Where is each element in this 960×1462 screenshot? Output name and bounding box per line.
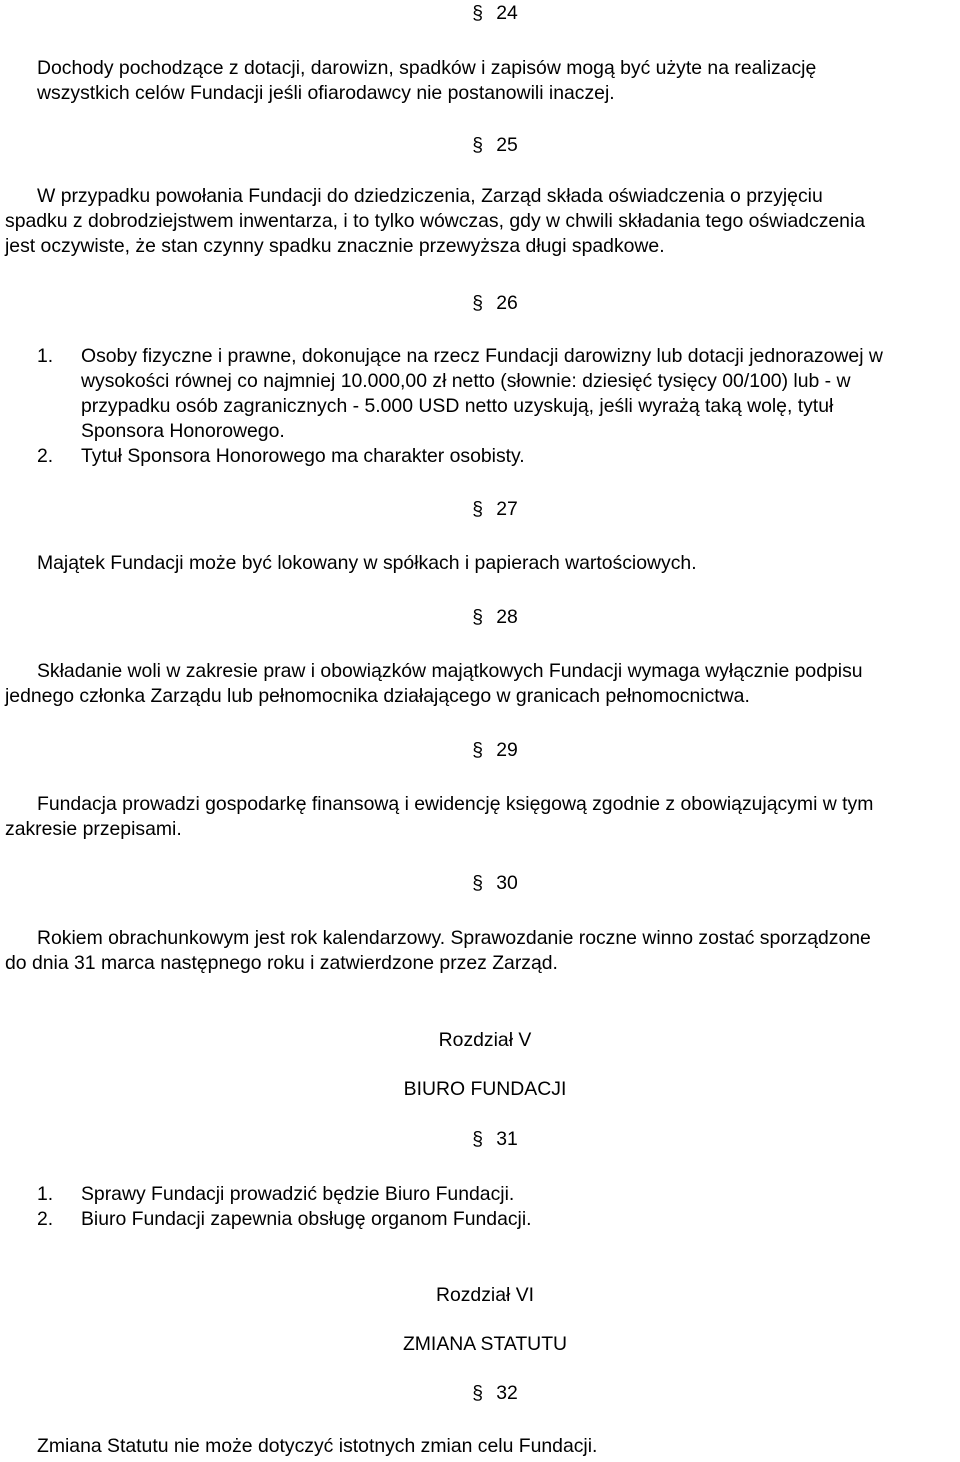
- paragraph-30: Rokiem obrachunkowym jest rok kalendarzowy. Sprawozdanie roczne winno zostać sporządzone do dnia 31 marca następnego roku i zatwierdzone przez Zarząd.: [5, 927, 871, 974]
- list-item: 1. Sprawy Fundacji prowadzić będzie Biuro Fundacji.: [37, 1183, 515, 1205]
- paragraph-27: Majątek Fundacji może być lokowany w spółkach i papierach wartościowych.: [37, 552, 697, 574]
- paragraph-28: Składanie woli w zakresie praw i obowiązków majątkowych Fundacji wymaga wyłącznie podpisu jednego członka Zarządu lub pełnomocnika działającego w granicach pełnomocnictwa.: [5, 660, 863, 707]
- chapter-subtitle: BIURO FUNDACJI: [403, 1078, 567, 1100]
- list-item: 1. Osoby fizyczne i prawne, dokonujące na rzecz Fundacji darowizny lub dotacji jednorazowej w wysokości równej co najmniej 10.000,00 zł netto (słownie: dziesięć tysięcy 00/100) lub - w przypadku osób zagranicznych - 5.000 USD netto uzyskują, jeśli wyrażą taką wolę, tytuł Sponsora Honorowego.: [37, 345, 883, 442]
- list-item: 2. Tytuł Sponsora Honorowego ma charakter osobisty.: [37, 445, 525, 467]
- section-heading-29: § 29: [472, 739, 518, 761]
- paragraph-29: Fundacja prowadzi gospodarkę finansową i ewidencję księgową zgodnie z obowiązującymi w tym zakresie przepisami.: [5, 793, 874, 840]
- section-heading-32: § 32: [472, 1382, 518, 1404]
- section-heading-25: § 25: [472, 134, 518, 156]
- chapter-title: Rozdział V: [438, 1029, 532, 1051]
- section-heading-24: § 24: [472, 2, 518, 24]
- section-heading-27: § 27: [472, 498, 518, 520]
- paragraph-32: Zmiana Statutu nie może dotyczyć istotnych zmian celu Fundacji.: [37, 1435, 598, 1457]
- section-heading-28: § 28: [472, 606, 518, 628]
- section-heading-31: § 31: [472, 1128, 518, 1150]
- section-sign: §: [472, 2, 483, 24]
- section-heading-26: § 26: [472, 292, 518, 314]
- paragraph-24: Dochody pochodzące z dotacji, darowizn, spadków i zapisów mogą być użyte na realizację wszystkich celów Fundacji jeśli ofiarodawcy nie postanowili inaczej.: [37, 57, 817, 104]
- chapter-title: Rozdział VI: [435, 1284, 535, 1306]
- section-heading-30: § 30: [472, 872, 518, 894]
- list-item: 2. Biuro Fundacji zapewnia obsługę organom Fundacji.: [37, 1208, 532, 1230]
- paragraph-25: W przypadku powołania Fundacji do dziedziczenia, Zarząd składa oświadczenia o przyjęciu spadku z dobrodziejstwem inwentarza, i to tylko wówczas, gdy w chwili składania tego oświadczenia jest oczywiste, że stan czynny spadku znacznie przewyższa długi spadkowe.: [5, 185, 866, 257]
- chapter-subtitle: ZMIANA STATUTU: [402, 1333, 568, 1355]
